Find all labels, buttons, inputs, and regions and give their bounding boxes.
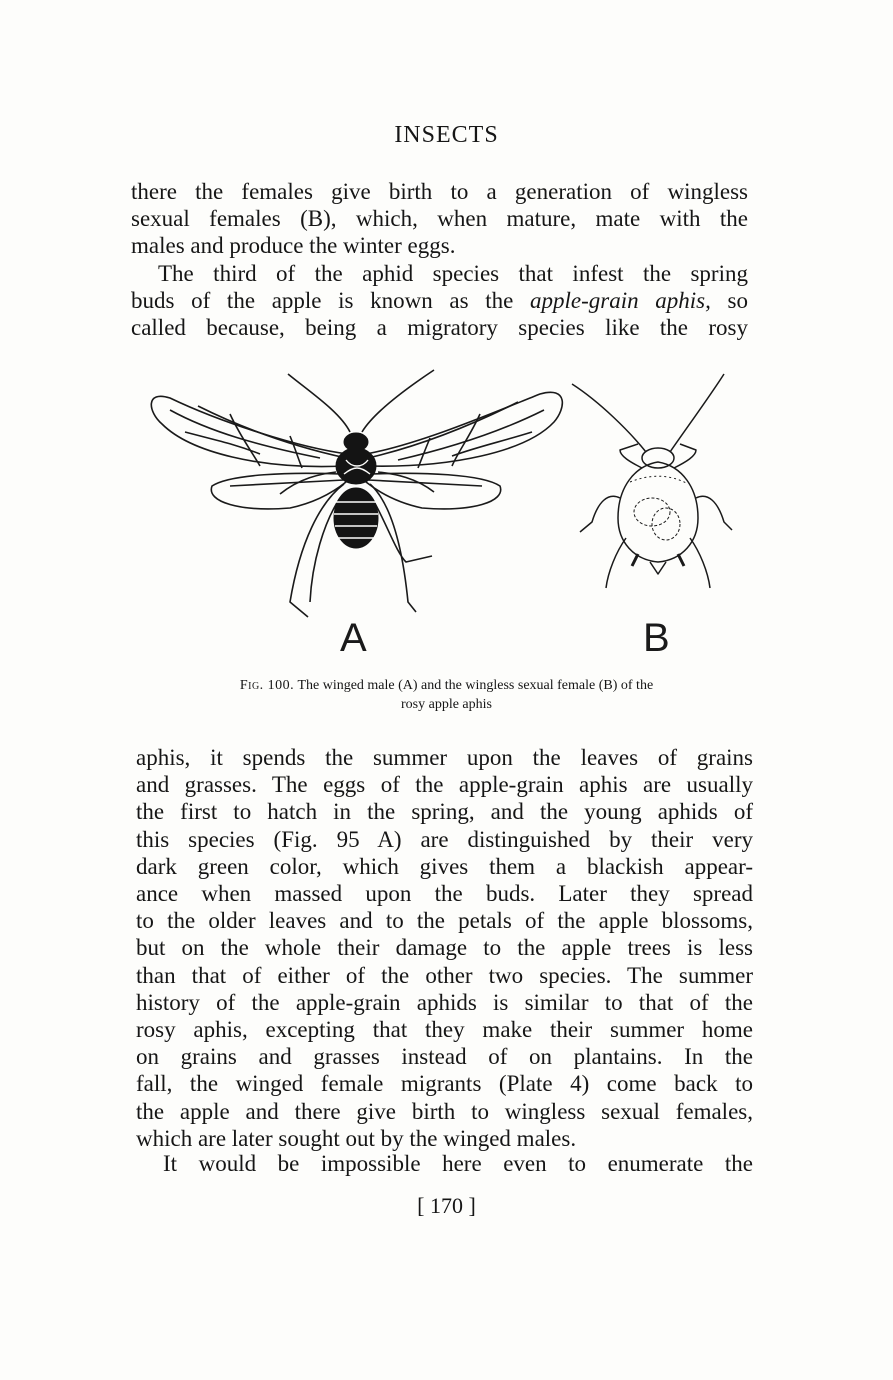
running-head: INSECTS bbox=[394, 122, 499, 148]
text-line: aphis, it spends the summer upon the leaves of grains bbox=[136, 745, 753, 770]
aphid-abdomen bbox=[334, 488, 378, 548]
caption-text-2: rosy apple aphis bbox=[401, 697, 492, 712]
paragraph-4 bbox=[136, 1150, 753, 1177]
text-line: the first to hatch in the spring, and the young aphids of bbox=[136, 799, 753, 825]
text-line: The third of the aphid species that infest the spring bbox=[158, 261, 748, 286]
species-name-italic: apple-grain aphis, bbox=[530, 288, 711, 314]
figure-aphids bbox=[140, 362, 740, 662]
paragraph-3 bbox=[136, 744, 753, 1152]
page-number: [ 170 ] bbox=[417, 1193, 476, 1218]
figure-label-b: B bbox=[643, 616, 670, 660]
text-line: and grasses. The eggs of the apple-grain aphis are usually bbox=[136, 772, 753, 798]
right-forewing bbox=[366, 392, 562, 466]
text-line: sexual females (B), which, when mature, mate with the bbox=[131, 206, 748, 232]
text-run: buds of the apple is known as the bbox=[131, 288, 531, 314]
text-line: this species (Fig. 95 A) are distinguished by their very bbox=[136, 826, 753, 852]
text-line: which are later sought out by the winged males. bbox=[136, 1125, 577, 1151]
text-line: called because, being a migratory species like the rosy bbox=[131, 315, 748, 341]
text-line: rosy aphis, excepting that they make their summer home bbox=[136, 1017, 753, 1043]
text-line bbox=[131, 287, 748, 314]
paragraph-1 bbox=[131, 178, 748, 260]
figure-label-a: A bbox=[340, 616, 367, 660]
text-line: males and produce the winter eggs. bbox=[131, 233, 456, 259]
left-forewing bbox=[151, 396, 348, 466]
text-line: on grains and grasses instead of on plantains. In the bbox=[136, 1044, 753, 1070]
text-line: ance when massed upon the buds. Later they spread bbox=[136, 881, 753, 907]
text-line: but on the whole their damage to the apple trees is less bbox=[136, 935, 753, 961]
text-line: dark green color, which gives them a blackish appear- bbox=[136, 853, 753, 879]
text-line: history of the apple-grain aphids is similar to that of the bbox=[136, 989, 753, 1015]
text-line: fall, the winged female migrants (Plate 4) come back to bbox=[136, 1071, 753, 1097]
text-run: so bbox=[710, 288, 748, 314]
text-line: to the older leaves and to the petals of the apple blossoms, bbox=[136, 908, 753, 934]
text-line: than that of either of the other two species. The summer bbox=[136, 962, 753, 988]
figure-number: Fig. 100. bbox=[239, 678, 295, 693]
text-line: there the females give birth to a generation of wingless bbox=[131, 179, 748, 204]
figure-caption bbox=[160, 676, 733, 714]
text-line: the apple and there give birth to wingless sexual females, bbox=[136, 1098, 753, 1124]
paragraph-2 bbox=[131, 260, 748, 342]
caption-text: The winged male (A) and the wingless sexual female (B) of the bbox=[297, 678, 654, 693]
text-line: It would be impossible here even to enumerate the bbox=[163, 1151, 753, 1176]
female-body bbox=[618, 462, 698, 562]
female-head bbox=[642, 448, 674, 468]
